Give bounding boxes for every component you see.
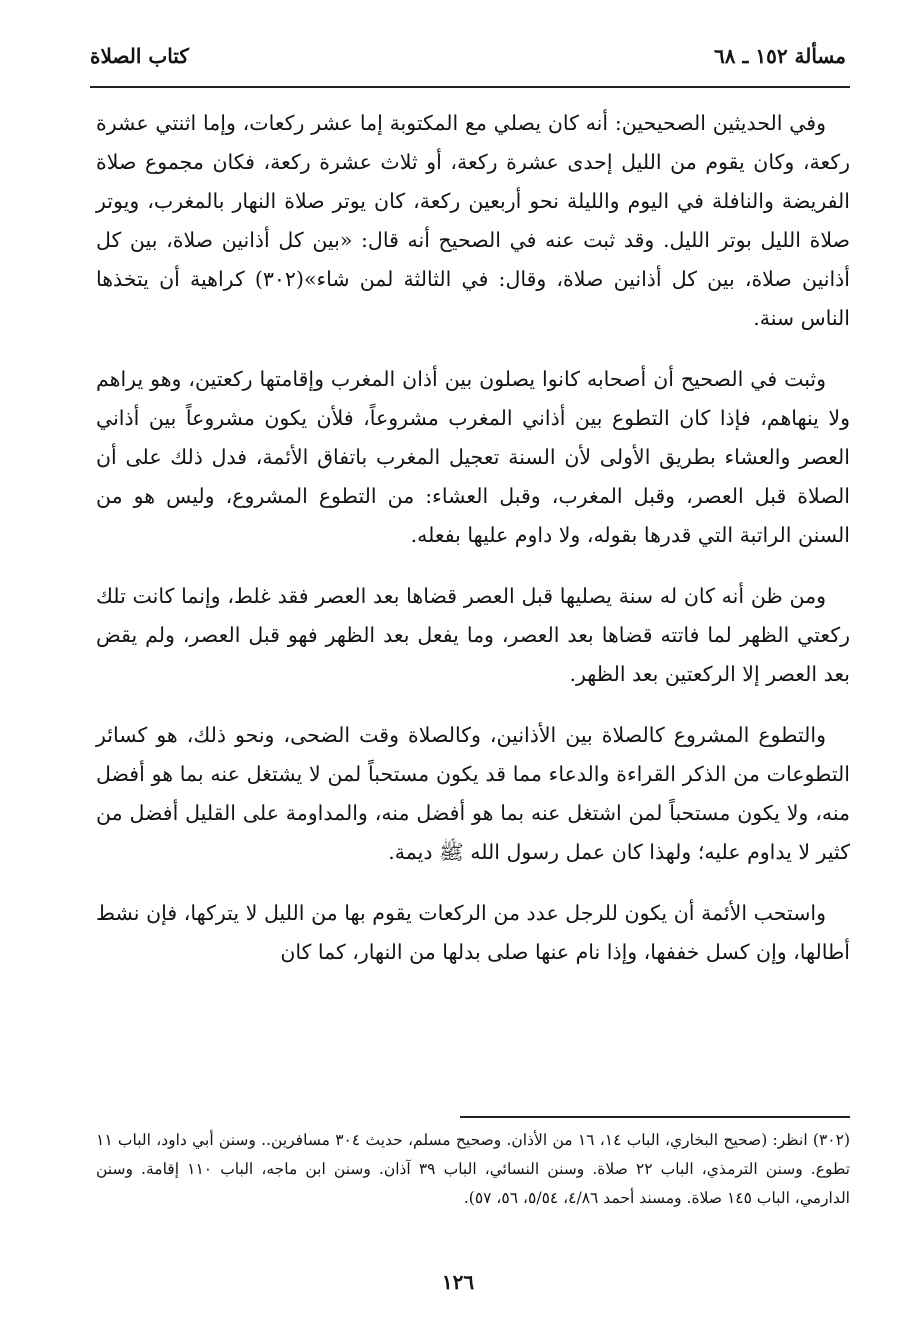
paragraph: والتطوع المشروع كالصلاة بين الأذانين، وكالصلاة وقت الضحى، ونحو ذلك، هو كسائر التطوعات من الذكر القراءة والدعاء مما قد يكون مستحباً لمن لا يشتغل عنه بما هو أفضل منه، ولا يكون مستحباً لمن اشتغل عنه بما هو أفضل منه، والمداومة على القليل أفضل من كثير لا يداوم عليه؛ ولهذا كان عمل رسول الله ﷺ ديمة. bbox=[96, 723, 850, 864]
header-divider bbox=[90, 86, 850, 88]
footnote-text: (٣٠٢) انظر: (صحيح البخاري، الباب ١٤، ١٦ من الأذان. وصحيح مسلم، حديث ٣٠٤ مسافرين.. وسنن أبي داود، الباب ١١ تطوع. وسنن الترمذي، الباب ٢٢ صلاة. وسنن النسائي، الباب ٣٩ آذان. وسنن ابن ماجه، الباب ١١٠ إقامة. وسنن الدارمي، الباب ١٤٥ صلاة. ومسند أحمد ٤/٨٦، ٥/٥٤، ٥٦، ٥٧). bbox=[96, 1131, 851, 1207]
footnote-divider bbox=[460, 1116, 850, 1118]
paragraph: وفي الحديثين الصحيحين: أنه كان يصلي مع المكتوبة إما عشر ركعات، وإما اثنتي عشرة ركعة، وكان يقوم من الليل إحدى عشرة ركعة، أو ثلاث عشرة ركعة، فكان مجموع صلاة الفريضة والنافلة في اليوم والليلة نحو أربعين ركعة، كان يوتر صلاة النهار بالمغرب، ويوتر صلاة الليل بوتر الليل. وقد ثبت عنه في الصحيح أنه قال: «بين كل أذانين صلاة، بين كل أذانين صلاة، بين كل أذانين صلاة، وقال: في الثالثة لمن شاء»(٣٠٢) كراهية أن يتخذها الناس سنة. bbox=[96, 111, 850, 330]
running-header bbox=[90, 38, 846, 74]
footnote bbox=[96, 1126, 850, 1213]
header-book-title: كتاب الصلاة bbox=[90, 44, 189, 68]
paragraph: وثبت في الصحيح أن أصحابه كانوا يصلون بين أذان المغرب وإقامتها ركعتين، وهو يراهم ولا ينهاهم، فإذا كان التطوع بين أذاني المغرب مشروعاً، فلأن يكون مشروعاً بين أذاني العصر والعشاء بطريق الأولى لأن السنة تعجيل المغرب باتفاق الأئمة، فدل ذلك على أن الصلاة قبل العصر، وقبل المغرب، وقبل العشاء: من التطوع المشروع، وليس هو من السنن الراتبة التي قدرها بقوله، ولا داوم عليها بفعله. bbox=[96, 367, 850, 547]
paragraph: واستحب الأئمة أن يكون للرجل عدد من الركعات يقوم بها من الليل لا يتركها، فإن نشط أطالها، وإن كسل خففها، وإذا نام عنها صلى بدلها من النهار، كما كان bbox=[96, 901, 850, 964]
page-number: ١٢٦ bbox=[441, 1270, 475, 1294]
header-chapter-number: مسألة ١٥٢ ـ ٦٨ bbox=[714, 44, 846, 68]
main-text bbox=[96, 104, 850, 994]
paragraph: ومن ظن أنه كان له سنة يصليها قبل العصر قضاها بعد العصر فقد غلط، وإنما كانت تلك ركعتي الظهر لما فاتته قضاها بعد العصر، وما يفعل بعد الظهر فهو قبل العصر، ولم يقض بعد العصر إلا الركعتين بعد الظهر. bbox=[96, 584, 850, 686]
